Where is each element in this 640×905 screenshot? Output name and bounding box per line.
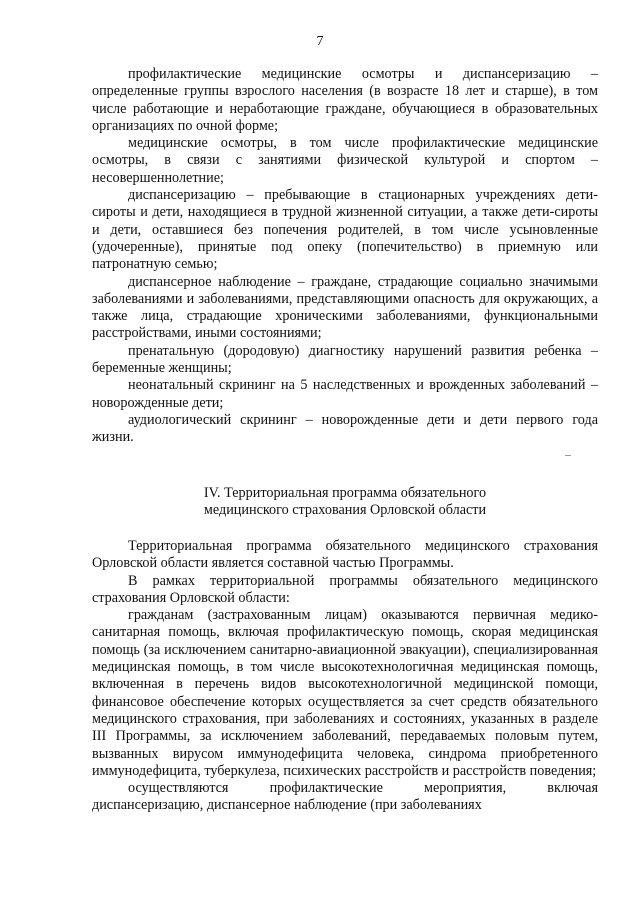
scan-artifact-mark xyxy=(565,455,571,456)
paragraph-audiology-screening: аудиологический скрининг – новорожденные дети и дети первого года жизни. xyxy=(92,411,598,446)
paragraph-preventive-measures: осуществляются профилактические мероприятия, включая диспансеризацию, диспансерное наблюдение (при заболеваниях xyxy=(92,780,598,814)
paragraph-program-scope-intro: В рамках территориальной программы обязательного медицинского страхования Орловской области: xyxy=(92,572,598,606)
paragraph-preventive-exams: профилактические медицинские осмотры и диспансеризацию – определенные группы взрослого населения (в возрасте 18 лет и старше), в том числе работающие и неработающие граждане, обучающиеся в образовательных организациях по очной форме; xyxy=(92,66,598,134)
paragraph-medical-care-list: гражданам (застрахованным лицам) оказываются первичная медико-санитарная помощь, включая профилактическую помощь, скорая медицинская помощь (за исключением санитарно-авиационной эвакуации), специализированная медицинская помощь, в том числе высокотехнологичная медицинская помощь, включенная в перечень видов высокотехнологичной медицинской помощи, финансовое обеспечение которых осуществляется за счет средств обязательного медицинского страхования, при заболеваниях и состояниях, указанных в разделе III Программы, за исключением заболеваний, передаваемых половым путем, вызванных вирусом иммунодефицита человека, синдрома приобретенного иммунодефицита, туберкулеза, психических расстройств и расстройств поведения; xyxy=(92,607,598,779)
paragraph-neonatal-screening: неонатальный скрининг на 5 наследственных и врожденных заболеваний – новорожденные дети; xyxy=(92,377,598,411)
paragraph-sport-exams: медицинские осмотры, в том числе профилактические медицинские осмотры, в связи с занятиями физической культурой и спортом – несовершеннолетние; xyxy=(92,135,598,186)
paragraph-program-part: Территориальная программа обязательного медицинского страхования Орловской области является составной частью Программы. xyxy=(92,538,598,572)
page-number: 7 xyxy=(316,34,324,49)
paragraph-dispensary-observation: диспансерное наблюдение – граждане, страдающие социально значимыми заболеваниями и заболеваниями, представляющими опасность для окружающих, а также лица, страдающие хроническими заболеваниями, функциональными расстройствами, иными состояниями; xyxy=(92,273,598,342)
section-iv-heading-line-2: медицинского страхования Орловской области xyxy=(203,502,487,519)
intro-text-block xyxy=(92,66,598,447)
section-iv-text-block xyxy=(92,538,598,815)
paragraph-prenatal-diagnostics: пренатальную (дородовую) диагностику нарушений развития ребенка – беременные женщины; xyxy=(92,342,598,377)
paragraph-orphans-screening: диспансеризацию – пребывающие в стационарных учреждениях дети-сироты и дети, находящиеся в трудной жизненной ситуации, а также дети-сироты и дети, оставшиеся без попечения родителей, в том числе усыновленные (удочеренные), принятые под опеку (попечительство) в приемную или патронатную семью; xyxy=(92,187,598,273)
section-iv-heading-line-1: IV. Территориальная программа обязательного xyxy=(203,485,487,501)
section-iv-heading xyxy=(92,485,598,520)
